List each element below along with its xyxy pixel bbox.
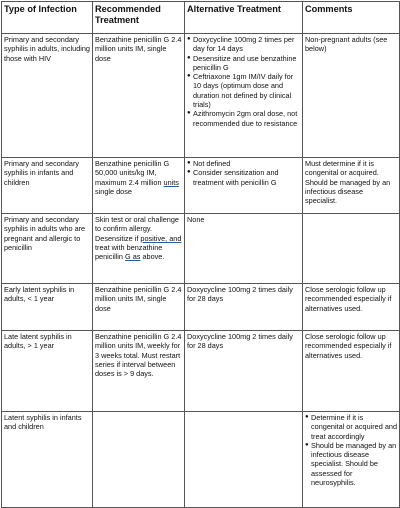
- table-row: [2, 284, 400, 331]
- recommended-text: Benzathine penicillin G 50,000 units/kg IM, maximum 2.4 million: [95, 159, 170, 187]
- list-item: ● Doxycycline 100mg 2 times per day for 14 days: [187, 35, 300, 54]
- spellcheck-underlined-text: units: [163, 177, 179, 187]
- infection-cell: Primary and secondary syphilis in adults who are pregnant and allergic to penicillin: [2, 214, 93, 284]
- recommended-text: above.: [140, 252, 165, 262]
- alternative-cell: [185, 158, 303, 214]
- comments-cell: [303, 214, 400, 284]
- infection-cell: Latent syphilis in infants and children: [2, 412, 93, 508]
- header-comments: Comments: [303, 2, 400, 34]
- alternative-cell: Doxycycline 100mg 2 times daily for 28 days: [185, 331, 303, 412]
- recommended-text: treat with benzathine penicillin: [95, 242, 163, 262]
- table-row: [2, 34, 400, 158]
- syphilis-treatment-table: [1, 1, 400, 508]
- header-row: [2, 2, 400, 34]
- spellcheck-underlined-text: G as: [125, 252, 141, 262]
- list-item: ● Consider sensitization and treatment with penicillin G: [187, 168, 300, 187]
- recommended-cell: Benzathine penicillin G 2.4 million units IM, single dose: [93, 284, 185, 331]
- list-item: ● Desensitize and use benzathine penicillin G: [187, 54, 300, 73]
- alternative-cell: [185, 412, 303, 508]
- infection-cell: Primary and secondary syphilis in infants and children: [2, 158, 93, 214]
- infection-cell: Primary and secondary syphilis in adults, including those with HIV: [2, 34, 93, 158]
- table-row: [2, 331, 400, 412]
- alternative-cell: [185, 34, 303, 158]
- recommended-cell: Benzathine penicillin G 2.4 million units IM, single dose: [93, 34, 185, 158]
- comments-cell: Close serologic follow up recommended especially if alternatives used.: [303, 284, 400, 331]
- list-item: ● Should be managed by an infectious disease specialist. Should be assessed for neurosyphilis.: [305, 441, 397, 487]
- recommended-text: Skin test or oral challenge to confirm allergy. Desensitize if: [95, 215, 179, 243]
- infection-cell: Late latent syphilis in adults, > 1 year: [2, 331, 93, 412]
- list-item: ● Determine if it is congenital or acquired and treat accordingly: [305, 413, 397, 441]
- recommended-cell: Benzathine penicillin G 2.4 million units IM, weekly for 3 weeks total. Must restart series if interval between doses is > 9 days.: [93, 331, 185, 412]
- list-item: ● Azithromycin 2gm oral dose, not recommended due to resistance: [187, 109, 300, 128]
- header-alternative-treatment: Alternative Treatment: [185, 2, 303, 34]
- infection-cell: Early latent syphilis in adults, < 1 year: [2, 284, 93, 331]
- comments-cell: Must determine if it is congenital or acquired. Should be managed by an infectious disease specialist.: [303, 158, 400, 214]
- comments-cell: [303, 412, 400, 508]
- list-item: ● Ceftriaxone 1gm IM/IV daily for 10 days (optimum dose and duration not defined by clinical trials): [187, 72, 300, 109]
- spellcheck-underlined-text: positive, and: [140, 233, 182, 243]
- recommended-cell: [93, 158, 185, 214]
- comments-cell: Close serologic follow up recommended especially if alternatives used.: [303, 331, 400, 412]
- recommended-cell: [93, 412, 185, 508]
- table-row: [2, 214, 400, 284]
- table-row: [2, 158, 400, 214]
- header-recommended-treatment: Recommended Treatment: [93, 2, 185, 34]
- table-row: [2, 412, 400, 508]
- alternative-cell: None: [185, 214, 303, 284]
- alternative-cell: Doxycycline 100mg 2 times daily for 28 days: [185, 284, 303, 331]
- comments-cell: Non-pregnant adults (see below): [303, 34, 400, 158]
- list-item: ● Not defined: [187, 159, 300, 168]
- recommended-cell: [93, 214, 185, 284]
- header-type-of-infection: Type of Infection: [2, 2, 93, 34]
- recommended-text: single dose: [95, 186, 132, 196]
